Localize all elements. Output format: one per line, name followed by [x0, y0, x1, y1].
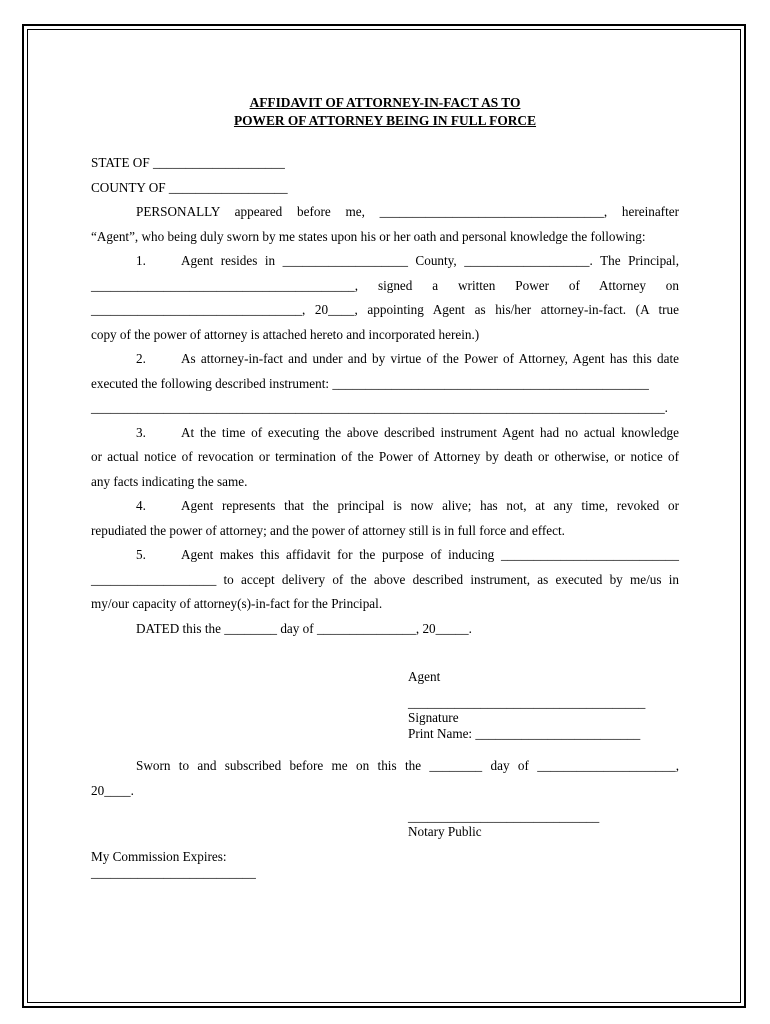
para3-number: 3.	[136, 424, 146, 440]
affidavit-body	[91, 94, 679, 641]
para5-line-3: my/our capacity of attorney(s)-in-fact for the Principal.	[91, 596, 383, 611]
intro-line-2: “Agent”, who being duly sworn by me states upon his or her oath and personal knowledge the following:	[91, 228, 646, 244]
para5-number: 5.	[136, 547, 146, 562]
para5-text-1: Agent makes this affidavit for the purpose of inducing ___________________________	[181, 547, 679, 562]
sworn-line-2: 20____.	[91, 783, 134, 798]
para1-line-4: copy of the power of attorney is attached hereto and incorporated herein.)	[91, 326, 480, 342]
para2-line-3: _______________________________________________________________________________________.	[91, 400, 668, 415]
para4-line-1	[91, 494, 679, 519]
document-title	[91, 94, 679, 130]
para4-line-2: repudiated the power of attorney; and the power of attorney still is in full force and effect.	[91, 522, 565, 538]
notary-signature-line: _____________________________	[408, 809, 600, 824]
para3-line-1	[91, 421, 679, 446]
para3-line-2: or actual notice of revocation or termination of the Power of Attorney by death or otherwise, or notice of	[91, 449, 679, 464]
para1-number: 1.	[136, 253, 146, 268]
title-line-1: AFFIDAVIT OF ATTORNEY-IN-FACT AS TO	[249, 95, 521, 110]
state-line: STATE OF ____________________	[91, 155, 285, 170]
para2-number: 2.	[136, 351, 146, 366]
commission-label: My Commission Expires:	[91, 849, 227, 864]
agent-label: Agent	[408, 669, 441, 684]
intro-line-1: PERSONALLY appeared before me, __________________________________, hereinafter	[136, 204, 679, 219]
para2-line-1	[91, 347, 679, 372]
para3-line-3: any facts indicating the same.	[91, 473, 248, 489]
para5-line-1	[91, 543, 679, 568]
agent-signature-line: ____________________________________	[408, 695, 646, 710]
signature-label: Signature	[408, 710, 459, 725]
dated-line: DATED this the ________ day of _______________, 20_____.	[136, 620, 472, 636]
county-line: COUNTY OF __________________	[91, 179, 288, 195]
para2-text-1: As attorney-in-fact and under and by virtue of the Power of Attorney, Agent has this date	[181, 351, 679, 366]
para1-line-3: ________________________________, 20____, appointing Agent as his/her attorney-in-fact. (A true	[91, 302, 679, 317]
para1-line-2: ________________________________________, signed a written Power of Attorney on	[91, 277, 679, 293]
para2-line-2: executed the following described instrument: ________________________________________________	[91, 375, 649, 391]
para5-line-2: ___________________ to accept delivery of the above described instrument, as executed by me/us in	[91, 571, 679, 587]
sworn-line-1: Sworn to and subscribed before me on this the ________ day of _____________________,	[136, 758, 679, 773]
notary-label: Notary Public	[408, 824, 482, 839]
title-line-2: POWER OF ATTORNEY BEING IN FULL FORCE	[233, 113, 537, 128]
para1-line-1	[91, 249, 679, 274]
para3-text-1: At the time of executing the above described instrument Agent had no actual knowledge	[181, 424, 679, 440]
para1-text-1: Agent resides in ___________________ County, ___________________. The Principal,	[181, 253, 679, 268]
print-name-line: Print Name: _________________________	[408, 726, 641, 741]
para4-text-1: Agent represents that the principal is now alive; has not, at any time, revoked or	[181, 498, 679, 513]
para4-number: 4.	[136, 498, 146, 513]
commission-line: _________________________	[91, 865, 256, 880]
